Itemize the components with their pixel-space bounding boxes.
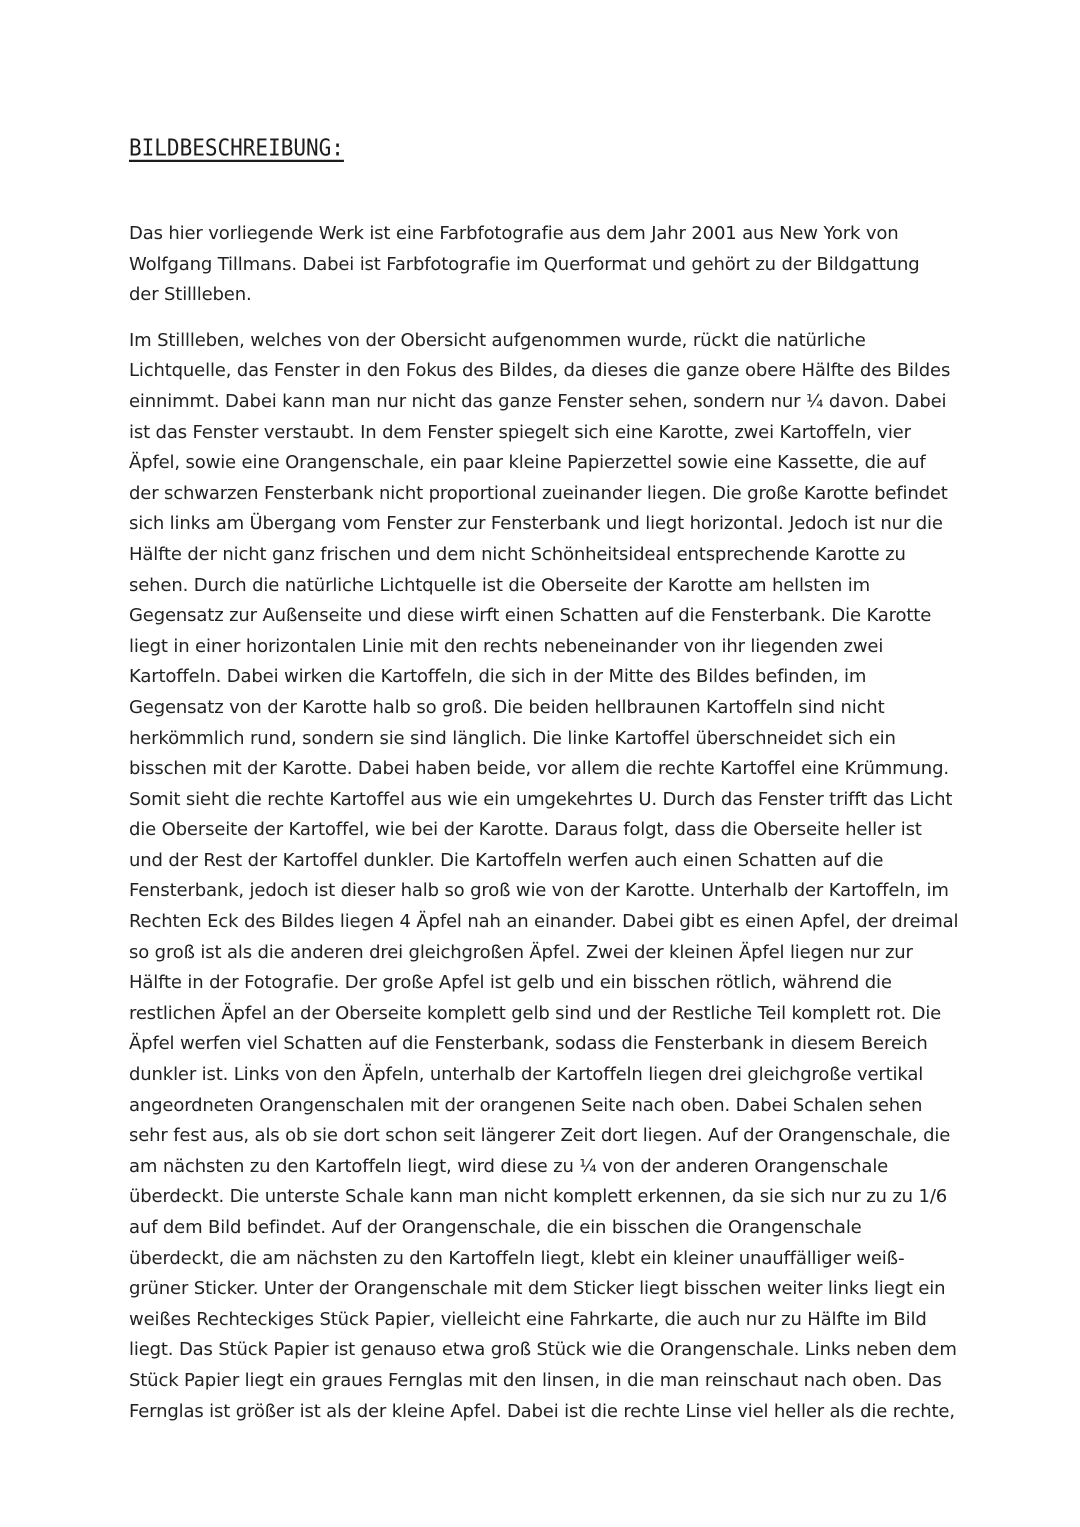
text-line: bisschen mit der Karotte. Dabei haben beide, vor allem die rechte Kartoffel eine Krümmung. xyxy=(129,758,949,780)
paragraph-2 xyxy=(129,326,959,1427)
text-line: Fensterbank, jedoch ist dieser halb so groß wie von der Karotte. Unterhalb der Kartoffeln, im xyxy=(129,880,949,902)
text-line: liegt in einer horizontalen Linie mit den rechts nebeneinander von ihr liegenden zwei xyxy=(129,635,884,657)
text-line: überdeckt. Die unterste Schale kann man nicht komplett erkennen, da sie sich nur zu zu 1/6 xyxy=(129,1186,948,1208)
text-line: Hälfte in der Fotografie. Der große Apfel ist gelb und ein bisschen rötlich, während die xyxy=(129,972,892,994)
text-line: Im Stillleben, welches von der Obersicht aufgenommen wurde, rückt die natürliche xyxy=(129,329,866,351)
text-line: liegt. Das Stück Papier ist genauso etwa groß Stück wie die Orangenschale. Links neben dem xyxy=(129,1339,957,1361)
text-line: sich links am Übergang vom Fenster zur Fensterbank und liegt horizontal. Jedoch ist nur die xyxy=(129,513,943,535)
text-line: Somit sieht die rechte Kartoffel aus wie ein umgekehrtes U. Durch das Fenster trifft das Licht xyxy=(129,788,953,810)
document-body xyxy=(129,219,959,1427)
text-line: Wolfgang Tillmans. Dabei ist Farbfotografie im Querformat und gehört zu der Bildgattung xyxy=(129,253,920,275)
text-line: Äpfel werfen viel Schatten auf die Fensterbank, sodass die Fensterbank in diesem Bereich xyxy=(129,1033,928,1055)
text-line: am nächsten zu den Kartoffeln liegt, wird diese zu ¼ von der anderen Orangenschale xyxy=(129,1155,889,1177)
text-line: so groß ist als die anderen drei gleichgroßen Äpfel. Zwei der kleinen Äpfel liegen nur zur xyxy=(129,941,913,963)
text-line: Das hier vorliegende Werk ist eine Farbfotografie aus dem Jahr 2001 aus New York von xyxy=(129,223,899,244)
text-line: Stück Papier liegt ein graues Fernglas mit den linsen, in die man reinschaut nach oben. Das xyxy=(129,1369,942,1391)
text-line: Rechten Eck des Bildes liegen 4 Äpfel nah an einander. Dabei gibt es einen Apfel, der dreimal xyxy=(129,911,959,933)
text-line: sehen. Durch die natürliche Lichtquelle ist die Oberseite der Karotte am hellsten im xyxy=(129,574,870,596)
text-line: Fernglas ist größer ist als der kleine Apfel. Dabei ist die rechte Linse viel heller als die rechte, xyxy=(129,1400,955,1422)
text-line: angeordneten Orangenschalen mit der orangenen Seite nach oben. Dabei Schalen sehen xyxy=(129,1094,923,1116)
text-line: die Oberseite der Kartoffel, wie bei der Karotte. Daraus folgt, dass die Oberseite heller ist xyxy=(129,819,922,841)
text-line: grüner Sticker. Unter der Orangenschale mit dem Sticker liegt bisschen weiter links liegt ein xyxy=(129,1278,946,1300)
text-line: Äpfel, sowie eine Orangenschale, ein paar kleine Papierzettel sowie eine Kassette, die auf xyxy=(129,452,926,474)
text-line: weißes Rechteckiges Stück Papier, vielleicht eine Fahrkarte, die auch nur zu Hälfte im Bild xyxy=(129,1308,927,1330)
paragraph-1 xyxy=(129,219,954,311)
text-line: Hälfte der nicht ganz frischen und dem nicht Schönheitsideal entsprechende Karotte zu xyxy=(129,543,906,565)
text-line: ist das Fenster verstaubt. In dem Fenster spiegelt sich eine Karotte, zwei Kartoffeln, vier xyxy=(129,421,911,443)
text-line: herkömmlich rund, sondern sie sind länglich. Die linke Kartoffel überschneidet sich ein xyxy=(129,727,896,749)
text-line: sehr fest aus, als ob sie dort schon seit längerer Zeit dort liegen. Auf der Orangenschale, die xyxy=(129,1125,951,1147)
text-line: Gegensatz zur Außenseite und diese wirft einen Schatten auf die Fensterbank. Die Karotte xyxy=(129,605,932,627)
text-line: Gegensatz von der Karotte halb so groß. Die beiden hellbraunen Kartoffeln sind nicht xyxy=(129,696,885,718)
text-line: einnimmt. Dabei kann man nur nicht das ganze Fenster sehen, sondern nur ¼ davon. Dabei xyxy=(129,390,947,412)
text-line: und der Rest der Kartoffel dunkler. Die Kartoffeln werfen auch einen Schatten auf die xyxy=(129,849,884,871)
text-line: überdeckt, die am nächsten zu den Kartoffeln liegt, klebt ein kleiner unauffälliger weiß- xyxy=(129,1247,905,1269)
text-line: Kartoffeln. Dabei wirken die Kartoffeln, die sich in der Mitte des Bildes befinden, im xyxy=(129,666,867,688)
text-line: der schwarzen Fensterbank nicht proportional zueinander liegen. Die große Karotte befindet xyxy=(129,482,948,504)
text-line: der Stillleben. xyxy=(129,284,252,306)
text-line: dunkler ist. Links von den Äpfeln, unterhalb der Kartoffeln liegen drei gleichgroße vertikal xyxy=(129,1064,924,1086)
text-line: restlichen Äpfel an der Oberseite komplett gelb sind und der Restliche Teil komplett rot. Die xyxy=(129,1002,942,1024)
text-line: Lichtquelle, das Fenster in den Fokus des Bildes, da dieses die ganze obere Hälfte des Bildes xyxy=(129,360,951,382)
document-heading: BILDBESCHREIBUNG: xyxy=(129,134,344,161)
text-line: auf dem Bild befindet. Auf der Orangenschale, die ein bisschen die Orangenschale xyxy=(129,1217,862,1238)
